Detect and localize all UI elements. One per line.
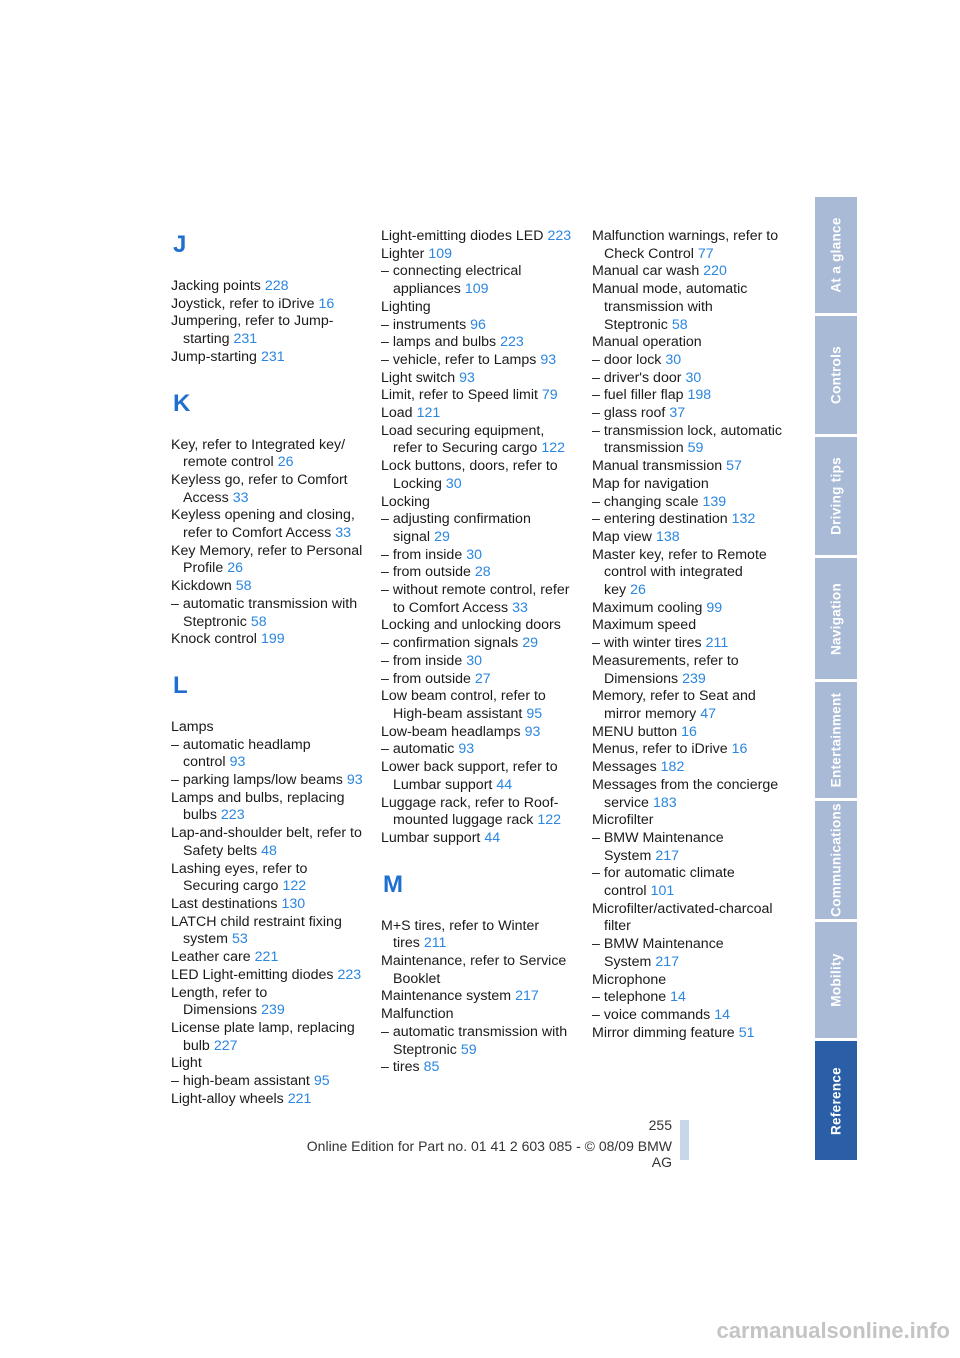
page-reference-link[interactable]: 122 [537, 812, 562, 829]
index-entry [592, 1025, 787, 1043]
page-reference-link[interactable]: 58 [250, 613, 267, 630]
index-entry-text: Kickdown [171, 578, 232, 595]
index-entry [381, 228, 576, 246]
tab-label: At a glance [828, 217, 844, 293]
page-reference-link[interactable]: 239 [261, 1002, 285, 1019]
page-reference-link[interactable]: 30 [685, 369, 702, 386]
page-reference-link[interactable]: 221 [287, 1090, 312, 1107]
index-entry-text: Jump-starting [171, 348, 257, 365]
index-entry-text: Messages from the concierge service [592, 776, 779, 811]
page-reference-link[interactable]: 77 [697, 245, 714, 262]
page-number-bar [680, 1120, 689, 1160]
index-entry [381, 246, 576, 264]
index-entry [592, 989, 787, 1007]
index-entry-text: Light-alloy wheels [171, 1090, 284, 1107]
index-entry-text: Lap-and-shoulder belt, refer to Safety belts [171, 825, 362, 859]
index-entry-text: Light [171, 1055, 202, 1072]
index-column-3 [592, 228, 787, 1042]
page-reference-link[interactable]: 223 [500, 334, 524, 351]
index-entry [381, 1024, 576, 1059]
index-entry [171, 507, 366, 542]
index-entry [592, 281, 787, 334]
index-entry [592, 617, 787, 635]
index-entry-text: Lower back support, refer to Lumbar support [381, 759, 558, 793]
page-reference-link[interactable]: 33 [512, 599, 528, 616]
index-entry [381, 688, 576, 723]
index-entry [171, 578, 366, 596]
section-tabs [815, 197, 857, 1160]
index-entry-text: Maintenance system [381, 988, 512, 1005]
index-entry-text: LED Light-emitting diodes [171, 966, 334, 983]
index-entry-text: – automatic headlamp control [171, 736, 311, 771]
page-reference-link[interactable]: 30 [665, 351, 682, 368]
index-entry-text: Keyless go, refer to Comfort Access [171, 471, 348, 506]
page-reference-link[interactable]: 30 [445, 475, 462, 492]
tab-label: Driving tips [828, 457, 844, 535]
page-reference-link[interactable]: 217 [655, 953, 679, 970]
index-entry-text: Measurements, refer to Dimensions [592, 652, 739, 687]
page-reference-link[interactable]: 93 [346, 772, 363, 789]
page-reference-link[interactable]: 130 [281, 895, 306, 912]
tab-mobility[interactable] [815, 922, 857, 1038]
index-entry-text: Key, refer to Integrated key/ remote control [171, 436, 346, 471]
page-reference-link[interactable]: 199 [260, 631, 285, 648]
index-letter-header: M [383, 870, 403, 898]
index-entry [592, 724, 787, 742]
tab-controls[interactable] [815, 316, 857, 434]
page-reference-link[interactable]: 220 [703, 263, 727, 280]
index-entry [171, 737, 366, 772]
index-entry [381, 405, 576, 423]
page-reference-link[interactable]: 30 [466, 546, 482, 563]
index-entry [592, 352, 787, 370]
index-entry-text: Knock control [171, 631, 257, 648]
index-entry [592, 1007, 787, 1025]
index-entry [171, 596, 366, 631]
page-reference-link[interactable]: 44 [496, 776, 513, 793]
index-entry [381, 263, 576, 298]
index-entry [381, 724, 576, 742]
tab-at-a-glance[interactable] [815, 197, 857, 313]
index-entry [592, 494, 787, 512]
page-reference-link[interactable]: 217 [515, 988, 539, 1005]
index-entry [381, 511, 576, 546]
page-reference-link[interactable]: 211 [423, 935, 447, 952]
index-entry-text: Low-beam headlamps [381, 723, 521, 740]
index-entry-text: – from inside [381, 652, 463, 669]
index-entry [381, 988, 576, 1006]
index-entry-text: Luggage rack, refer to Roof-mounted luggage rack [381, 794, 559, 829]
index-entry-text: Low beam control, refer to High-beam assistant [381, 688, 546, 722]
index-entry [592, 334, 787, 352]
index-entry [592, 370, 787, 388]
index-entry-text: – instruments [381, 316, 467, 333]
index-entry-text: Memory, refer to Seat and mirror memory [592, 688, 756, 722]
index-entry-text: Lumbar support [381, 829, 481, 846]
page-reference-link[interactable]: 33 [232, 489, 249, 506]
index-entry [592, 777, 787, 812]
index-column-1 [171, 228, 366, 1108]
index-entry [381, 564, 576, 582]
index-entry-text: Master key, refer to Remote control with integrated key [592, 546, 767, 599]
page-reference-link[interactable]: 231 [233, 331, 258, 348]
page-reference-link[interactable]: 96 [470, 316, 486, 333]
index-entry-text: Length, refer to Dimensions [171, 984, 268, 1019]
index-entry [381, 759, 576, 794]
index-entry [592, 228, 787, 263]
page-reference-link[interactable]: 223 [547, 228, 572, 244]
page-reference-link[interactable]: 28 [474, 564, 491, 581]
page-reference-link[interactable]: 27 [474, 670, 491, 687]
index-entry-text: Manual operation [592, 334, 702, 351]
index-entry [171, 790, 366, 825]
page-reference-link[interactable]: 44 [484, 829, 501, 846]
page-reference-link[interactable]: 223 [337, 966, 362, 983]
watermark: carmanualsonline.info [716, 1318, 950, 1343]
index-entry-text: Manual transmission [592, 458, 723, 475]
index-entry-text: Lamps and bulbs, replacing bulbs [171, 789, 345, 824]
index-entry [381, 423, 576, 458]
page-reference-link[interactable]: 239 [682, 670, 706, 687]
page-reference-link[interactable]: 51 [738, 1024, 755, 1041]
page-reference-link[interactable]: 95 [313, 1073, 330, 1090]
index-entry-text: Lighter [381, 245, 425, 262]
page-reference-link[interactable]: 26 [630, 582, 646, 599]
index-entry-text: Leather care [171, 949, 251, 966]
index-entry [592, 830, 787, 865]
index-entry [171, 896, 366, 914]
index-entry [592, 688, 787, 723]
page-reference-link[interactable]: 14 [670, 989, 686, 1006]
page-reference-link[interactable]: 182 [660, 759, 685, 776]
index-entry-text: LATCH child restraint fixing system [171, 913, 342, 948]
index-entry-text: – from outside [381, 670, 471, 687]
index-entry [381, 795, 576, 830]
index-entry [381, 1006, 576, 1024]
index-entry-text: – for automatic climate control [592, 865, 735, 900]
index-entry-text: – glass roof [592, 405, 666, 422]
index-entry [171, 278, 366, 296]
page-reference-link[interactable]: 53 [231, 931, 248, 948]
index-entry-text: Malfunction warnings, refer to Check Control [592, 228, 779, 262]
tab-communications[interactable] [815, 801, 857, 919]
page-reference-link[interactable]: 228 [264, 278, 289, 294]
index-entry-text: Maximum cooling [592, 599, 703, 616]
index-entry-text: Menus, refer to iDrive [592, 741, 728, 758]
page-reference-link[interactable]: 30 [466, 652, 482, 669]
index-entry-text: Manual mode, automatic transmission with Steptronic [592, 281, 748, 333]
index-entry-text: Last destinations [171, 895, 278, 912]
tab-reference[interactable] [815, 1041, 857, 1160]
index-entry-text: Light-emitting diodes LED [381, 228, 544, 244]
index-entry [381, 671, 576, 689]
index-entry [592, 458, 787, 476]
page-number: 255 [648, 1117, 672, 1133]
page-reference-link[interactable]: 132 [731, 511, 756, 528]
index-entry-text: – door lock [592, 351, 662, 368]
index-entry [381, 317, 576, 335]
index-column-2 [381, 228, 576, 1077]
index-entry-text: Microfilter/activated-charcoal filter [592, 900, 773, 935]
index-entry [592, 812, 787, 830]
index-entry [171, 313, 366, 348]
index-entry-text: – connecting electrical appliances [381, 263, 522, 298]
index-entry [592, 865, 787, 900]
index-entry [592, 759, 787, 777]
index-entry-text: Locking and unlocking doors [381, 617, 561, 634]
page-reference-link[interactable]: 109 [428, 245, 453, 262]
index-entry [381, 582, 576, 617]
index-entry-text: Limit, refer to Speed limit [381, 387, 538, 404]
index-entry [381, 352, 576, 370]
index-entry [381, 918, 576, 953]
index-entry-text: Lock buttons, doors, refer to Locking [381, 458, 558, 492]
index-entry [171, 825, 366, 860]
index-entry [171, 719, 366, 737]
page-reference-link[interactable]: 211 [705, 635, 729, 652]
page-reference-link[interactable]: 93 [524, 723, 541, 740]
page-reference-link[interactable]: 47 [700, 705, 716, 722]
index-entry-text: – confirmation signals [381, 635, 519, 652]
index-letter-header: L [173, 671, 188, 699]
page-reference-link[interactable]: 57 [726, 458, 742, 475]
index-entry [171, 1073, 366, 1091]
page-reference-link[interactable]: 223 [220, 807, 245, 824]
page-reference-link[interactable]: 37 [669, 405, 686, 422]
index-entry [171, 543, 366, 578]
index-entry-text: Map view [592, 528, 652, 545]
page-reference-link[interactable]: 16 [681, 723, 697, 740]
index-letter-header: K [173, 389, 191, 417]
index-entry-text: – lamps and bulbs [381, 334, 497, 351]
page-reference-link[interactable]: 227 [213, 1037, 238, 1054]
page-reference-link[interactable]: 26 [227, 560, 243, 577]
index-entry-text: – changing scale [592, 493, 699, 510]
page-reference-link[interactable]: 93 [540, 351, 557, 368]
index-entry-text: – tires [381, 1059, 420, 1076]
index-entry [171, 349, 366, 367]
tab-label: Entertainment [828, 692, 844, 788]
footer-edition: Online Edition for Part no. 01 41 2 603 085 - © 08/09 BMW AG [306, 1138, 672, 1170]
index-entry-text: License plate lamp, replacing bulb [171, 1019, 355, 1054]
index-entry [171, 1020, 366, 1055]
index-entry-text: Jumpering, refer to Jump-starting [171, 313, 334, 348]
index-entry [171, 772, 366, 790]
index-entry [381, 494, 576, 512]
index-entry-text: – from outside [381, 564, 471, 581]
index-entry-text: – voice commands [592, 1006, 711, 1023]
index-entry-text: Load securing equipment, refer to Securing cargo [381, 422, 545, 457]
index-entry [592, 936, 787, 971]
index-entry-text: – BMW Maintenance System [592, 936, 724, 970]
index-entry [381, 830, 576, 848]
tab-label: Reference [828, 1066, 844, 1135]
index-entry [381, 458, 576, 493]
index-entry [381, 741, 576, 759]
index-entry-text: – telephone [592, 989, 667, 1006]
index-entry [381, 370, 576, 388]
index-entry-text: – BMW Maintenance System [592, 829, 724, 864]
index-entry [592, 529, 787, 547]
index-entry-text: – with winter tires [592, 635, 702, 652]
index-entry [592, 901, 787, 936]
index-entry [592, 387, 787, 405]
page-reference-link[interactable]: 221 [254, 949, 279, 966]
index-entry-text: Messages [592, 759, 657, 776]
index-entry [171, 472, 366, 507]
index-entry-text: Lighting [381, 298, 431, 315]
page-reference-link[interactable]: 58 [671, 316, 688, 333]
index-entry-text: M+S tires, refer to Winter tires [381, 917, 540, 952]
index-entry-text: – fuel filler flap [592, 387, 684, 404]
page-reference-link[interactable]: 183 [652, 794, 677, 811]
index-entry-text: – vehicle, refer to Lamps [381, 351, 537, 368]
page-reference-link[interactable]: 33 [335, 525, 352, 542]
index-entry-text: Maintenance, refer to Service Booklet [381, 953, 567, 987]
index-entry-text: – entering destination [592, 511, 728, 528]
page-reference-link[interactable]: 95 [526, 705, 543, 722]
index-entry-text: Load [381, 405, 413, 422]
index-entry [171, 949, 366, 967]
index-entry-text: Keyless opening and closing, refer to Comfort Access [171, 507, 355, 542]
index-entry [592, 741, 787, 759]
index-entry [592, 263, 787, 281]
tab-driving-tips[interactable] [815, 437, 857, 555]
index-entry [381, 653, 576, 671]
index-entry [592, 547, 787, 600]
index-entry-text: – automatic transmission with Steptronic [381, 1023, 568, 1058]
index-entry [592, 635, 787, 653]
index-entry [171, 1091, 366, 1109]
index-entry [171, 967, 366, 985]
index-entry-text: Joystick, refer to iDrive [171, 295, 315, 312]
page-reference-link[interactable]: 29 [522, 635, 538, 652]
page-reference-link[interactable]: 138 [655, 528, 680, 545]
tab-label: Navigation [828, 582, 844, 655]
index-entry [592, 972, 787, 990]
index-entry-text: Microfilter [592, 812, 654, 829]
index-entry-text: – without remote control, refer to Comfort Access [381, 582, 570, 616]
tab-label: Controls [828, 346, 844, 404]
index-entry [381, 299, 576, 317]
index-entry-text: Locking [381, 493, 430, 510]
tab-entertainment[interactable] [815, 682, 857, 798]
page-reference-link[interactable]: 79 [541, 387, 558, 404]
page-reference-link[interactable]: 59 [460, 1041, 477, 1058]
index-entry-text: – high-beam assistant [171, 1073, 310, 1090]
page-reference-link[interactable]: 139 [702, 493, 727, 510]
page-reference-link[interactable]: 93 [459, 369, 475, 386]
index-entry-text: Microphone [592, 971, 667, 988]
tab-label: Communications [828, 803, 844, 917]
index-entry [592, 600, 787, 618]
page-reference-link[interactable]: 58 [235, 578, 252, 595]
index-entry-text: – automatic [381, 741, 455, 758]
page-reference-link[interactable]: 85 [423, 1059, 440, 1076]
index-entry-text: Manual car wash [592, 263, 700, 280]
index-entry-text: – automatic transmission with Steptronic [171, 595, 358, 630]
page-reference-link[interactable]: 122 [282, 878, 307, 895]
page-reference-link[interactable]: 122 [541, 440, 565, 457]
index-entry-text: – adjusting confirmation signal [381, 511, 531, 545]
tab-navigation[interactable] [815, 558, 857, 679]
index-entry-text: MENU button [592, 723, 678, 740]
index-entry [592, 423, 787, 458]
index-entry-text: – parking lamps/low beams [171, 772, 343, 789]
page-reference-link[interactable]: 16 [318, 295, 335, 312]
index-entry-text: – driver's door [592, 369, 682, 386]
page-reference-link[interactable]: 231 [260, 348, 285, 365]
index-entry-text: Lamps [171, 718, 214, 735]
index-entry [171, 296, 366, 314]
index-entry [171, 861, 366, 896]
index-entry-text: Key Memory, refer to Personal Profile [171, 542, 363, 577]
index-entry-text: Maximum speed [592, 617, 697, 634]
index-entry-text: Map for navigation [592, 475, 709, 492]
page-reference-link[interactable]: 48 [261, 842, 277, 859]
index-entry-text: Jacking points [171, 278, 261, 294]
index-entry [171, 631, 366, 649]
page-reference-link[interactable]: 198 [687, 387, 712, 404]
index-entry-text: Malfunction [381, 1006, 454, 1023]
page-reference-link[interactable]: 26 [277, 454, 294, 471]
index-entry-text: Lashing eyes, refer to Securing cargo [171, 860, 308, 895]
index-entry [381, 1059, 576, 1077]
page-reference-link[interactable]: 121 [416, 405, 441, 422]
index-entry [171, 437, 366, 472]
index-entry-text: Mirror dimming feature [592, 1024, 735, 1041]
tab-label: Mobility [828, 953, 844, 1007]
page-reference-link[interactable]: 99 [706, 599, 723, 616]
page-reference-link[interactable]: 93 [229, 754, 246, 771]
page-reference-link[interactable]: 29 [434, 528, 450, 545]
index-entry [381, 953, 576, 988]
index-entry [381, 547, 576, 565]
index-entry-text: – from inside [381, 546, 463, 563]
index-entry-text: Light switch [381, 369, 456, 386]
index-entry [171, 985, 366, 1020]
index-letter-header: J [173, 231, 187, 258]
page-reference-link[interactable]: 93 [458, 741, 475, 758]
index-entry [381, 635, 576, 653]
index-entry [171, 1055, 366, 1073]
index-entry [592, 405, 787, 423]
index-entry [592, 653, 787, 688]
index-entry [381, 617, 576, 635]
index-entry [381, 387, 576, 405]
index-entry-text: – transmission lock, automatic transmission [592, 422, 783, 457]
page-reference-link[interactable]: 59 [687, 440, 704, 457]
page-reference-link[interactable]: 16 [731, 741, 748, 758]
page-reference-link[interactable]: 217 [655, 847, 679, 864]
index-entry [592, 476, 787, 494]
index-entry [592, 511, 787, 529]
index-entry [171, 914, 366, 949]
index-entry [381, 334, 576, 352]
page-reference-link[interactable]: 109 [464, 281, 489, 298]
page-reference-link[interactable]: 14 [714, 1006, 731, 1023]
page-reference-link[interactable]: 101 [650, 883, 675, 900]
